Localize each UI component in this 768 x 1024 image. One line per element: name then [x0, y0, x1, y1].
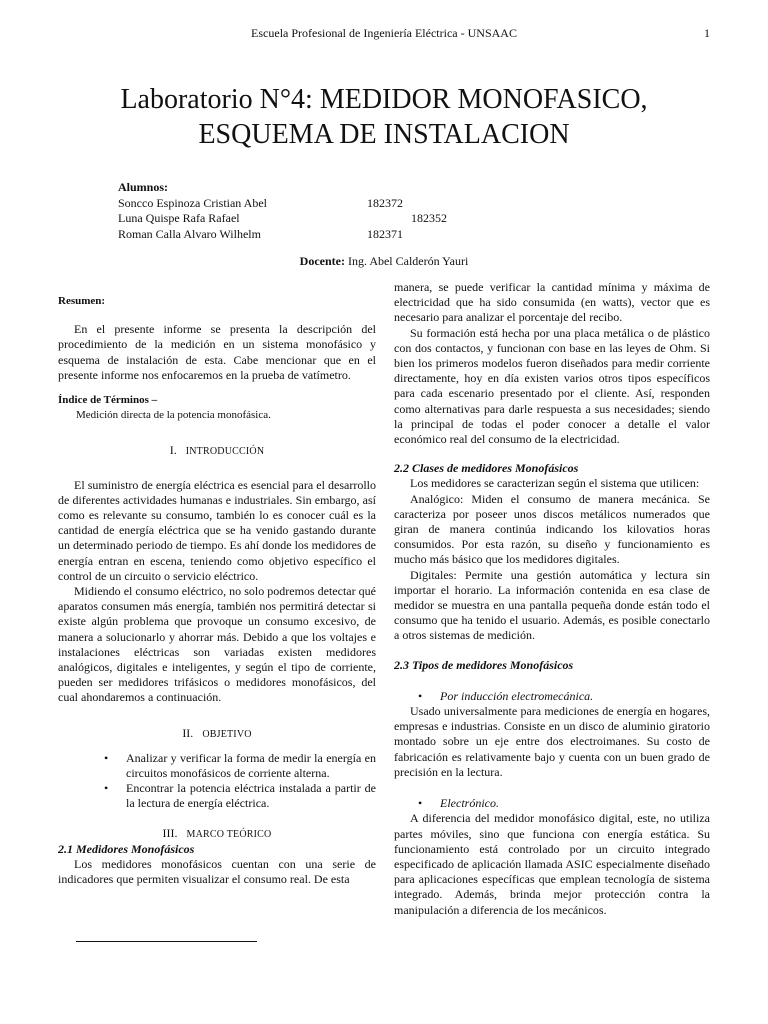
docente-line	[0, 254, 768, 269]
intro-paragraph-1: El suministro de energía eléctrica es esencial para el desarrollo de diferentes actividades humanas e industriales. Sin embargo, así como es relevante su consumo, también lo es conocer cuál es la cantidad de energía eléctrica que se ha venido gastando durante un determinado periodo de tiempo. Es ahí donde los medidores de energía entran en escena, teniendo como objetivo específico el control de un circuito o servicio eléctrico.	[58, 477, 376, 583]
paper-title	[40, 82, 728, 152]
authors-label: Alumnos:	[118, 180, 169, 194]
author-code: 182371	[367, 226, 403, 241]
tipos-paragraph-1: Usado universalmente para mediciones de energía en hogares, empresas e industrias. Consiste en un disco de aluminio giratorio montado sobre un eje entre dos electroimanes. Su costo de fabricación es relativamente bajo y cuenta con un buen grado de precisión en la lectura.	[394, 704, 710, 779]
clases-paragraph-2: Analógico: Miden el consumo de manera mecánica. Se caracteriza por poseer unos discos metálicos numerados que giran de manera continúa indicando los kilovatios horas consumidos. Por esta razón, su diseño y funcionamiento es mucho más básico que los medidores digitales.	[394, 491, 710, 567]
subsection-heading: 2.3 Tipos de medidores Monofásicos	[394, 657, 574, 672]
index-terms-text: Medición directa de la potencia monofásica.	[76, 409, 271, 422]
author-code: 182372	[367, 195, 403, 210]
authors-block	[118, 180, 578, 242]
title-line-2: ESQUEMA DE INSTALACION	[198, 119, 570, 150]
intro-paragraph-2: Midiendo el consumo eléctrico, no solo podremos detectar qué aparatos consumen más energía, también nos permitirá detectar si existe algún problema que provoque un consumo excesivo, de manera a solucionarlo y ahorrar más. Debido a que los voltajes e instalaciones eléctricas son variadas existen medidores analógicos, digitales e inteligentes, y según el tipo de corriente, pueden ser medidores trifásicos o medidores monofásicos, del cual ahondaremos a continuación.	[58, 584, 376, 705]
section-heading-intro: I. INTRODUCCIÓN	[169, 443, 265, 458]
clases-paragraph-1: Los medidores se caracterizan según el sistema que utilicen:	[410, 476, 700, 491]
running-header	[0, 26, 768, 42]
title-line-1: Laboratorio N°4: MEDIDOR MONOFASICO,	[120, 84, 648, 115]
tipos-list-1	[394, 689, 710, 704]
author-name: Luna Quispe Rafa Rafael	[118, 211, 240, 225]
author-row	[118, 196, 578, 212]
list-item: • Por inducción electromecánica.	[418, 688, 594, 703]
index-terms-label: Índice de Términos –	[58, 394, 158, 407]
abstract-label: Resumen:	[58, 295, 106, 307]
tipos-list-2	[394, 796, 710, 811]
right-column	[394, 280, 710, 918]
abstract-text: En el presente informe se presenta la descripción del procedimiento de la medición en un sistema monofásico y esquema de instalación de esta. Cabe mencionar que en el presente informe nos enfocaremos en la prueba de vatímetro.	[58, 322, 376, 382]
author-code: 182352	[411, 211, 447, 225]
objetivo-list	[58, 751, 376, 812]
clases-paragraph-3: Digitales: Permite una gestión automática y lectura sin importar el horario. La información contenida en esa clase de medidor se muestra en una pantalla pequeña donde están todo el consumo que ha tenido el usuario. Además, es posible conectarlo a otros sistemas de medición.	[394, 567, 710, 643]
docente-name: Ing. Abel Calderón Yauri	[347, 254, 469, 268]
left-column	[58, 280, 376, 888]
subsection-heading: 2.1 Medidores Monofásicos	[58, 841, 195, 856]
section-heading-objetivo: II. OBJETIVO	[182, 725, 252, 740]
subsection-heading: 2.2 Clases de medidores Monofásicos	[394, 461, 579, 476]
author-name: Soncco Espinoza Cristian Abel	[118, 195, 267, 210]
author-row	[118, 211, 578, 227]
marco-paragraph-1: Los medidores monofásicos cuentan con una serie de indicadores que permiten visualizar el consumo real. De esta	[58, 857, 376, 887]
list-item: • Encontrar la potencia eléctrica instalada a partir de la lectura de energía eléctrica.	[104, 781, 376, 811]
list-item: • Analizar y verificar la forma de medir la energía en circuitos monofásicos de corriente alterna.	[104, 750, 376, 781]
section-heading-marco: III. MARCO TEÓRICO	[162, 825, 272, 840]
list-item: • Electrónico.	[418, 796, 499, 811]
header-text: Escuela Profesional de Ingeniería Eléctrica - UNSAAC	[251, 26, 517, 40]
footnote-rule	[76, 941, 257, 942]
author-row	[118, 227, 578, 243]
author-name: Roman Calla Alvaro Wilhelm	[118, 226, 261, 241]
page-number: 1	[704, 26, 710, 40]
marco-paragraph-cont: manera, se puede verificar la cantidad mínima y máxima de electricidad que ha sido consumida (en watts), vector que es necesario para analizar el porcentaje del recibo.	[394, 280, 710, 325]
tipos-paragraph-2: A diferencia del medidor monofásico digital, este, no utiliza partes móviles, sino que funciona con energía estática. Su funcionamiento está controlado por un circuito integrado especificado de aplicación llamada ASIC especialmente diseñado para aplicaciones específicas que emplean tecnología de sistema integrado. Además, brinda mejor protección contra la manipulación a diferencia de los mecánicos.	[394, 811, 710, 917]
marco-paragraph-2: Su formación está hecha por una placa metálica o de plástico con dos contactos, y funcionan con base en las leyes de Ohm. Si bien los primeros modelos fueron diseñados para medir corriente directamente, hoy en día existen varios otros tipos específicos para cada escenario presentado por el cliente. Así, responden como alternativas para darle respuesta a sus necesidades; siendo la principal de todas el poder conocer a detalle el valor económico real del consumo de la electricidad.	[394, 325, 710, 447]
docente-label: Docente:	[299, 254, 345, 268]
